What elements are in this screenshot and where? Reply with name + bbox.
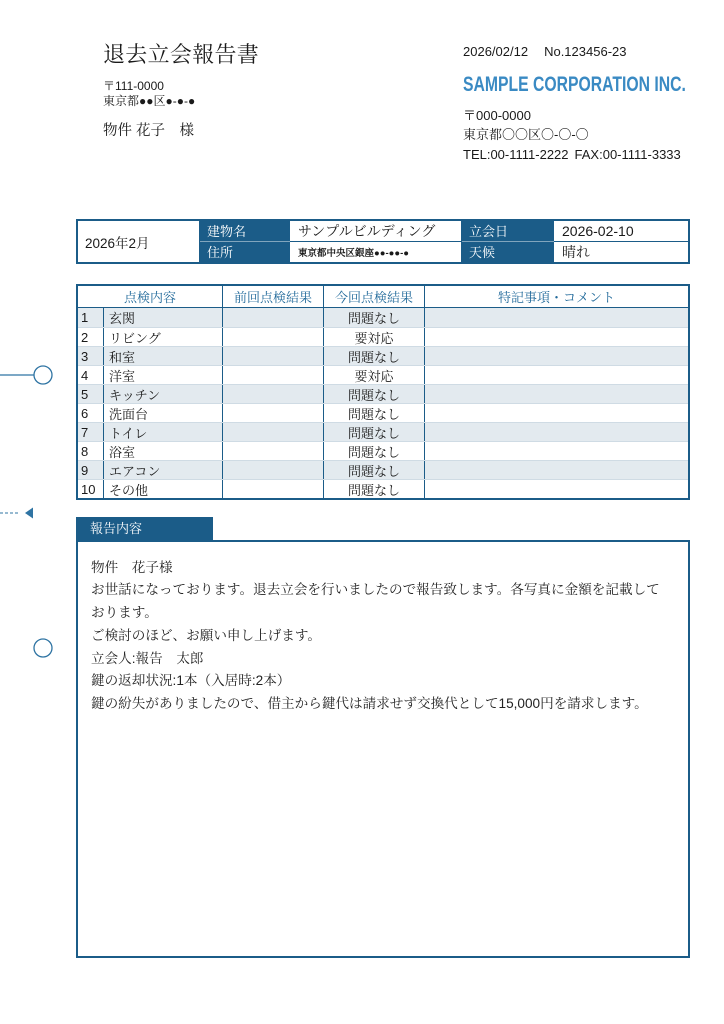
- inspection-current-result-cell: 問題なし: [324, 461, 425, 479]
- inspection-previous-result-cell: [223, 328, 324, 346]
- inspection-row-number-cell: 10: [78, 480, 104, 498]
- inspection-row-number-cell: 3: [78, 347, 104, 365]
- inspection-item-cell: 和室: [104, 347, 223, 365]
- inspection-current-result-cell: 問題なし: [324, 442, 425, 460]
- recipient-address: 東京都●●区●-●-●: [103, 94, 196, 108]
- inspection-row: [78, 460, 688, 479]
- inspection-row-number-cell: 8: [78, 442, 104, 460]
- inspection-table-header: [78, 286, 688, 308]
- inspection-notes-cell: [425, 366, 688, 384]
- inspection-row: [78, 346, 688, 365]
- inspection-previous-result-cell: [223, 461, 324, 479]
- company-address: 東京都〇〇区〇-〇-〇: [463, 127, 589, 142]
- issue-info: [463, 44, 626, 60]
- inspection-current-result-cell: 問題なし: [324, 423, 425, 441]
- inspection-notes-cell: [425, 308, 688, 327]
- report-line: 立会人:報告 太郎: [91, 650, 204, 666]
- inspection-row-number-cell: 9: [78, 461, 104, 479]
- company-name: SAMPLE CORPORATION INC.: [463, 73, 686, 96]
- document-number: No.123456-23: [544, 44, 627, 59]
- inspection-row: [78, 384, 688, 403]
- inspection-row: [78, 422, 688, 441]
- inspection-previous-result-cell: [223, 385, 324, 403]
- inspection-item-cell: トイレ: [104, 423, 223, 441]
- inspection-row-number-cell: 7: [78, 423, 104, 441]
- report-line: 鍵の返却状況:1本（入居時:2本）: [91, 673, 291, 689]
- header-notes: 特記事項・コメント: [497, 290, 615, 305]
- inspection-item-cell: 洗面台: [104, 404, 223, 422]
- binding-marks: [0, 0, 60, 1024]
- inspection-previous-result-cell: [223, 423, 324, 441]
- inspection-notes-cell: [425, 404, 688, 422]
- inspection-previous-result-cell: [223, 366, 324, 384]
- company-logo: [463, 72, 718, 98]
- inspection-row: [78, 403, 688, 422]
- report-line: 物件 花子様: [91, 559, 173, 575]
- inspection-current-result-cell: 問題なし: [324, 404, 425, 422]
- recipient-name: 物件 花子 様: [103, 123, 195, 139]
- inspection-row: [78, 479, 688, 498]
- inspection-current-result-cell: 要対応: [324, 328, 425, 346]
- report-content-box: [76, 540, 690, 958]
- weather-label: 天候: [462, 242, 554, 263]
- inspection-current-result-cell: 問題なし: [324, 347, 425, 365]
- punch-hole-mark: [34, 366, 52, 384]
- inspection-notes-cell: [425, 328, 688, 346]
- inspection-notes-cell: [425, 480, 688, 498]
- address-value: 東京都中央区銀座●●-●●-●: [290, 242, 462, 263]
- inspection-item-cell: 玄関: [104, 308, 223, 327]
- inspection-table-body: [78, 308, 688, 498]
- company-contact: [463, 147, 681, 163]
- property-info-table: [76, 219, 690, 264]
- inspection-row: [78, 441, 688, 460]
- inspection-notes-cell: [425, 347, 688, 365]
- inspection-row-number-cell: 5: [78, 385, 104, 403]
- inspection-row-number-cell: 6: [78, 404, 104, 422]
- issue-date: 2026/02/12: [463, 44, 529, 59]
- building-label: 建物名: [200, 221, 290, 242]
- punch-hole-mark: [34, 639, 52, 657]
- company-postal-code: 〒000-0000: [463, 108, 531, 123]
- inspection-item-cell: その他: [104, 480, 223, 498]
- inspection-notes-cell: [425, 423, 688, 441]
- inspection-item-cell: 浴室: [104, 442, 223, 460]
- inspection-row: [78, 327, 688, 346]
- inspection-row-number-cell: 2: [78, 328, 104, 346]
- address-label: 住所: [200, 242, 290, 263]
- inspection-previous-result-cell: [223, 480, 324, 498]
- company-tel: TEL:00-1111-2222: [463, 147, 569, 162]
- building-value: サンプルビルディング: [290, 221, 462, 242]
- recipient-postal-code: 〒111-0000: [103, 79, 164, 93]
- document-title: 退去立会報告書: [103, 42, 260, 67]
- inspection-row-number-cell: 4: [78, 366, 104, 384]
- inspection-row: [78, 308, 688, 327]
- inspection-current-result-cell: 問題なし: [324, 385, 425, 403]
- inspection-month: 2026年2月: [78, 221, 200, 262]
- weather-value: 晴れ: [554, 242, 688, 263]
- report-line: 鍵の紛失がありましたので、借主から鍵代は請求せず交換代として15,000円を請求します。: [91, 696, 648, 712]
- header-previous-result: 前回点検結果: [223, 286, 324, 307]
- inspection-date-value: 2026-02-10: [554, 221, 688, 242]
- inspection-item-cell: キッチン: [104, 385, 223, 403]
- inspection-notes-cell: [425, 461, 688, 479]
- inspection-previous-result-cell: [223, 442, 324, 460]
- inspection-current-result-cell: 問題なし: [324, 480, 425, 498]
- company-fax: FAX:00-1111-3333: [574, 147, 681, 162]
- inspection-item-cell: リビング: [104, 328, 223, 346]
- inspection-previous-result-cell: [223, 404, 324, 422]
- inspection-row-number-cell: 1: [78, 308, 104, 327]
- inspection-table: [76, 284, 690, 500]
- inspection-item-cell: エアコン: [104, 461, 223, 479]
- inspection-row: [78, 365, 688, 384]
- inspection-item-cell: 洋室: [104, 366, 223, 384]
- report-line: お世話になっております。退去立会を行いましたので報告致します。各写真に金額を記載しております。: [91, 582, 660, 621]
- inspection-current-result-cell: 要対応: [324, 366, 425, 384]
- header-item: 点検内容: [78, 286, 223, 307]
- inspection-notes-cell: [425, 385, 688, 403]
- inspection-notes-cell: [425, 442, 688, 460]
- inspection-date-label: 立会日: [462, 221, 554, 242]
- report-section-tab: 報告内容: [76, 517, 213, 540]
- fold-arrow-icon: [25, 508, 33, 519]
- header-current-result: 今回点検結果: [324, 286, 425, 307]
- inspection-previous-result-cell: [223, 308, 324, 327]
- report-line: ご検討のほど、お願い申し上げます。: [91, 627, 322, 643]
- inspection-previous-result-cell: [223, 347, 324, 365]
- inspection-current-result-cell: 問題なし: [324, 308, 425, 327]
